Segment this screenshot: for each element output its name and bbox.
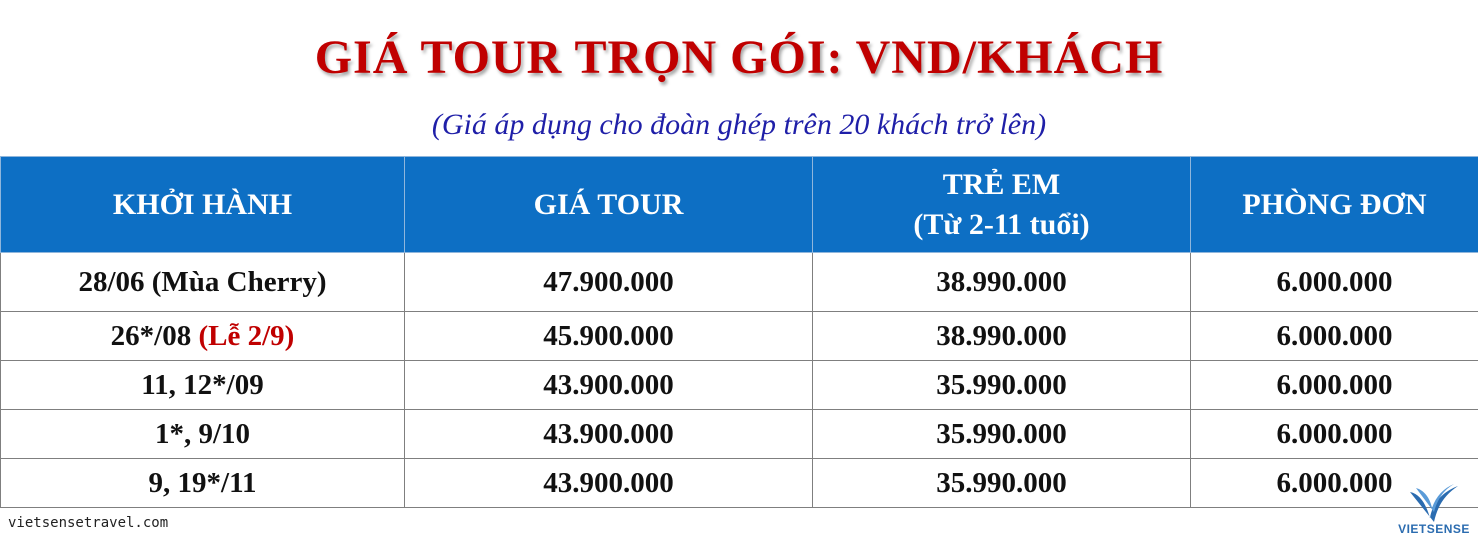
cell-child-price: 35.990.000 [813,459,1191,508]
cell-single-room: 6.000.000 [1191,312,1478,361]
bird-icon [1406,484,1462,524]
table-row [1,410,1478,459]
table-row [1,312,1478,361]
header-child-line1: TRẺ EM [942,167,1061,201]
cell-tour-price: 47.900.000 [405,253,813,312]
cell-child-price: 35.990.000 [813,410,1191,459]
table-row [1,361,1478,410]
logo-text: VIETSENSE [1398,522,1470,536]
table-header-row [1,157,1478,253]
page-title: GIÁ TOUR TRỌN GÓI: VND/KHÁCH [314,31,1164,84]
header-child-line2: (Từ 2-11 tuổi) [913,207,1090,241]
cell-tour-price: 43.900.000 [405,459,813,508]
header-single-room: PHÒNG ĐƠN [1191,157,1478,253]
table-row [1,459,1478,508]
website-watermark: vietsensetravel.com [8,515,169,531]
header-tour-price: GIÁ TOUR [405,157,813,253]
price-table [0,156,1478,508]
departure-date: 11, 12*/09 [141,368,264,401]
cell-child-price: 38.990.000 [813,312,1191,361]
cell-single-room: 6.000.000 [1191,459,1478,508]
header-departure: KHỞI HÀNH [1,157,405,253]
cell-tour-price: 43.900.000 [405,361,813,410]
cell-departure [1,253,405,312]
cell-tour-price: 45.900.000 [405,312,813,361]
cell-departure [1,312,405,361]
cell-single-room: 6.000.000 [1191,253,1478,312]
cell-single-room: 6.000.000 [1191,410,1478,459]
departure-date: 9, 19*/11 [148,466,257,499]
cell-child-price: 38.990.000 [813,253,1191,312]
departure-date: 1*, 9/10 [154,417,251,450]
header-child-price [813,157,1191,253]
cell-departure [1,410,405,459]
cell-departure [1,459,405,508]
holiday-note: (Lễ 2/9) [198,319,295,352]
cell-departure [1,361,405,410]
cell-single-room: 6.000.000 [1191,361,1478,410]
table-row [1,253,1478,312]
cell-child-price: 35.990.000 [813,361,1191,410]
departure-date: 26*/08 [110,319,199,352]
vietsense-logo [1394,484,1474,540]
cell-tour-price: 43.900.000 [405,410,813,459]
page-subtitle: (Giá áp dụng cho đoàn ghép trên 20 khách trở lên) [431,108,1047,141]
departure-date: 28/06 (Mùa Cherry) [78,265,327,298]
